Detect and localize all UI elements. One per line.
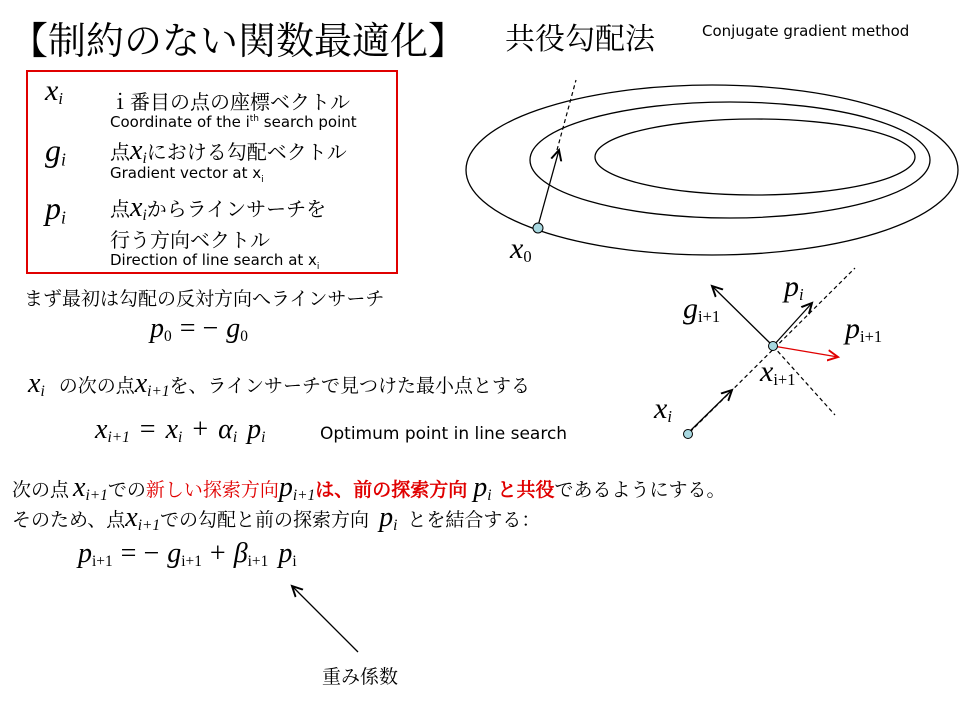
label-p-i1: $p_{i+1}$ bbox=[845, 312, 883, 347]
weight-pointer-arrow bbox=[292, 586, 358, 652]
label-x-i1: $x_{i+1}$ bbox=[760, 355, 796, 390]
step2-equation: $x_{i+1} = x_i + \alpha_i$ $p_i$ bbox=[95, 414, 266, 446]
label-x0: $x_0$ bbox=[510, 232, 532, 267]
step3-line2: そのため、点$x_{i+1}$での勾配と前の探索方向 $p_i$ とを結合する： bbox=[12, 502, 541, 534]
step1-text: まず最初は勾配の反対方向へラインサーチ bbox=[24, 288, 385, 310]
start-point bbox=[533, 223, 543, 233]
contour-inner bbox=[595, 119, 915, 195]
def-x-ja: ｉ番目の点の座標ベクトル bbox=[110, 90, 350, 114]
def-p-en: Direction of line search at $x_i$ bbox=[110, 251, 320, 272]
def-symbol-x: $x_i$ bbox=[45, 74, 63, 109]
pi-arrow bbox=[773, 303, 812, 346]
point-xi1 bbox=[769, 342, 778, 351]
method-title-ja: 共役勾配法 bbox=[505, 22, 655, 57]
def-p-ja-line2: 行う方向ベクトル bbox=[110, 228, 270, 252]
def-symbol-g: $g_i$ bbox=[45, 132, 66, 170]
point-xi bbox=[684, 430, 693, 439]
final-equation: $p_{i+1}$ = − $g_{i+1} + \beta_{i+1}$ $p_i$ bbox=[78, 538, 297, 570]
def-g-ja: 点$x_i$における勾配ベクトル bbox=[110, 135, 347, 167]
step1-equation: $p_0$ = − $g_0$ bbox=[150, 313, 248, 345]
method-title-en: Conjugate gradient method bbox=[702, 22, 910, 40]
def-x-en: Coordinate of the $i^{th}$ search point bbox=[110, 113, 357, 131]
label-p-i: $p_i$ bbox=[784, 270, 804, 305]
gradient-arrow bbox=[712, 286, 773, 346]
def-symbol-p: $p_i$ bbox=[45, 190, 66, 228]
page-title: 【制約のない関数最適化】 bbox=[10, 19, 467, 63]
def-p-ja: 点$x_i$からラインサーチを bbox=[110, 192, 327, 224]
def-g-en: Gradient vector at $x_i$ bbox=[110, 164, 264, 185]
weight-coefficient-label: 重み係数 bbox=[322, 666, 399, 688]
label-x-i: $x_i$ bbox=[654, 392, 672, 427]
step2-note: Optimum point in line search bbox=[320, 424, 568, 444]
step3-line1: 次の点 $x_{i+1}$での新しい探索方向$p_{i+1}$は、前の探索方向 $p_i$ と共役であるようにする。 bbox=[12, 472, 726, 504]
step2-text: $x_i$ の次の点$x_{i+1}$を、ラインサーチで見つけた最小点とする bbox=[28, 368, 530, 400]
xi-step-arrow bbox=[688, 390, 732, 433]
line-search-dashed bbox=[557, 80, 576, 150]
label-g-i1: $g_{i+1}$ bbox=[683, 292, 721, 327]
